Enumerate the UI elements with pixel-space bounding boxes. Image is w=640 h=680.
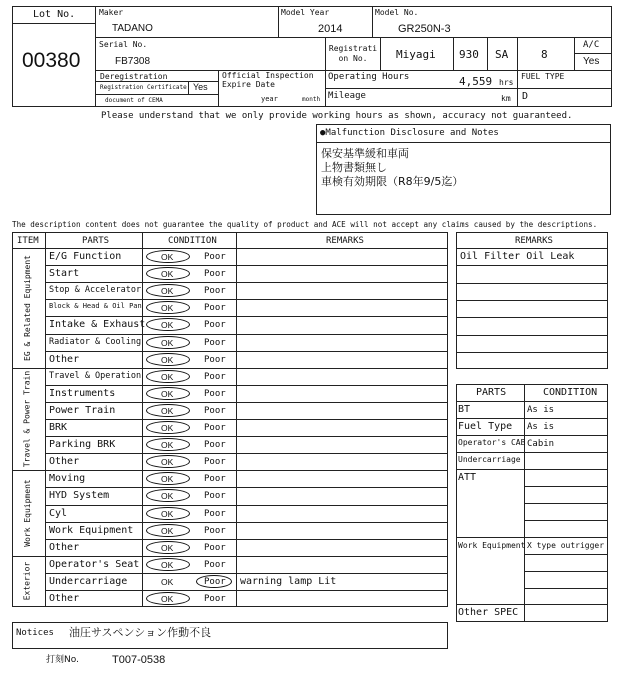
poor-option[interactable]: Poor — [204, 559, 226, 570]
selected-circle — [146, 558, 190, 571]
reg-num-value: 930 — [459, 48, 479, 61]
poor-option[interactable]: Poor — [204, 423, 226, 433]
group-label: Exterior — [22, 562, 32, 601]
hours-value: 4,559 — [459, 75, 493, 88]
part-label: Other — [49, 541, 80, 553]
poor-option[interactable]: Poor — [204, 405, 226, 416]
right-remarks-title: REMARKS — [515, 236, 553, 246]
ok-option[interactable]: OK — [161, 594, 174, 604]
selected-circle — [146, 507, 190, 520]
right-part-label: Other SPEC — [458, 607, 519, 618]
ok-option[interactable]: OK — [161, 474, 174, 485]
poor-option[interactable]: Poor — [204, 337, 226, 348]
ok-option[interactable]: OK — [161, 371, 174, 382]
poor-option[interactable]: Poor — [204, 286, 226, 297]
month-label: month — [302, 96, 321, 103]
malfunction-title: ●Malfunction Disclosure and Notes — [320, 128, 499, 138]
malfunction-line: 上物書類無し — [321, 161, 387, 174]
model-no-label: Model No. — [375, 8, 419, 17]
reg-cert-label: Registration Certificate — [100, 84, 187, 91]
selected-circle — [146, 438, 190, 451]
ok-option[interactable]: OK — [161, 508, 174, 519]
model-no-value: GR250N-3 — [398, 23, 451, 35]
part-label: Moving — [49, 473, 86, 485]
ok-option[interactable]: OK — [161, 303, 174, 314]
remark-text: warning lamp Lit — [240, 575, 337, 587]
registration-label: Registrati on No. — [328, 44, 378, 63]
mileage-unit: km — [501, 94, 511, 103]
part-label: Radiator & Cooling — [49, 336, 142, 347]
reg-place-value: Miyagi — [396, 48, 436, 61]
right-condition-header: CONDITION — [543, 387, 598, 398]
ok-option[interactable]: OK — [161, 576, 174, 587]
part-label: Instruments — [49, 387, 116, 399]
poor-option[interactable]: Poor — [204, 491, 226, 502]
poor-option[interactable]: Poor — [204, 320, 226, 331]
lot-label: Lot No. — [33, 9, 76, 20]
ok-option[interactable]: OK — [161, 252, 174, 262]
ac-label: A/C — [583, 40, 600, 50]
part-label: HYD System — [49, 490, 110, 502]
part-label: Power Train — [49, 404, 116, 416]
model-year-value: 2014 — [318, 23, 343, 35]
selected-circle — [146, 336, 190, 349]
part-label: Stop & Accelerator — [49, 285, 142, 296]
right-part-label: BT — [458, 404, 471, 415]
ok-option[interactable]: OK — [161, 286, 174, 297]
part-label: Work Equipment — [49, 524, 134, 536]
selected-circle — [146, 524, 190, 537]
col-item-header: ITEM — [17, 236, 39, 246]
right-parts-header: PARTS — [476, 387, 507, 398]
poor-option[interactable]: Poor — [204, 594, 226, 604]
ok-option[interactable]: OK — [161, 423, 174, 433]
inspection-label: Official Inspection Expire Date — [222, 71, 314, 89]
malfunction-line: 保安基準緩和車両 — [321, 147, 409, 160]
ok-option[interactable]: OK — [161, 269, 174, 280]
selected-circle — [146, 267, 190, 280]
stamp-value: T007-0538 — [112, 654, 166, 666]
part-label: BRK — [49, 422, 68, 433]
selected-circle — [146, 387, 190, 400]
poor-option[interactable]: Poor — [204, 388, 226, 399]
part-label: Other — [49, 593, 80, 604]
selected-circle — [146, 404, 190, 417]
hours-unit: hrs — [499, 78, 514, 87]
selected-circle — [146, 370, 190, 383]
right-part-label: Fuel Type — [458, 421, 513, 432]
part-label: Intake & Exhaust — [49, 319, 146, 331]
poor-option[interactable]: Poor — [204, 440, 226, 451]
ok-option[interactable]: OK — [161, 542, 174, 553]
poor-option[interactable]: Poor — [204, 354, 226, 365]
part-label: Parking BRK — [49, 439, 116, 451]
right-part-label: Operator's CAB — [458, 438, 526, 447]
ok-option[interactable]: OK — [161, 525, 174, 536]
mileage-label: Mileage — [328, 91, 366, 101]
ok-option[interactable]: OK — [161, 457, 174, 468]
part-label: Block & Head & Oil Pan — [49, 302, 142, 311]
hours-label: Operating Hours — [328, 72, 410, 82]
selected-circle — [196, 575, 232, 588]
selected-circle — [146, 353, 190, 366]
hours-notice: Please understand that we only provide working hours as shown, accuracy not guaranteed. — [101, 111, 573, 121]
selected-circle — [146, 592, 190, 605]
right-part-condition: As is — [527, 405, 555, 415]
poor-option[interactable]: Poor — [204, 542, 226, 553]
year-label: year — [261, 95, 278, 103]
poor-option[interactable]: Poor — [204, 371, 226, 382]
fuel-type-label: FUEL TYPE — [521, 72, 565, 81]
model-year-label: Model Year — [281, 8, 330, 17]
part-label: Operator's Seat — [49, 558, 140, 570]
ok-option[interactable]: OK — [161, 491, 174, 502]
right-remark-line: Oil Filter Oil Leak — [460, 251, 575, 262]
poor-option[interactable]: Poor — [204, 525, 226, 536]
ok-option[interactable]: OK — [161, 388, 174, 399]
right-part-label: ATT — [458, 472, 477, 483]
poor-option[interactable]: Poor — [204, 457, 226, 468]
ok-option[interactable]: OK — [161, 354, 174, 365]
part-label: Start — [49, 268, 80, 280]
ok-option[interactable]: OK — [161, 320, 174, 331]
col-condition-header: CONDITION — [168, 236, 217, 246]
stamp-label: 打刻No. — [46, 655, 79, 665]
right-part-label: Undercarriage — [458, 455, 521, 464]
serial-value: FB7308 — [115, 56, 151, 67]
notices-label: Notices — [16, 628, 54, 638]
col-remarks-header: REMARKS — [326, 236, 364, 246]
disclaimer-text: The description content does not guarantee the quality of product and ACE will not accept any claims caused by the descriptions. — [12, 220, 598, 229]
group-label: Travel & Power Train — [22, 370, 32, 468]
ok-option[interactable]: OK — [161, 440, 174, 451]
poor-option[interactable]: Poor — [204, 303, 226, 314]
poor-option[interactable]: Poor — [204, 269, 226, 280]
part-label: Undercarriage — [49, 575, 128, 587]
ok-option[interactable]: OK — [161, 405, 174, 416]
selected-circle — [146, 250, 190, 263]
cema-label: document of CEMA — [105, 97, 163, 104]
dereg-label: Deregistration — [100, 72, 168, 81]
notices-text: 油圧サスペンション作動不良 — [69, 626, 212, 639]
right-part-condition: Cabin — [527, 439, 555, 449]
part-label: E/G Function — [49, 251, 122, 262]
right-part-label: Work Equipment — [458, 541, 526, 550]
part-label: Cyl — [49, 507, 68, 519]
reg-class-value: SA — [495, 48, 509, 61]
selected-circle — [146, 421, 190, 434]
poor-option[interactable]: Poor — [204, 252, 226, 262]
ok-option[interactable]: OK — [161, 337, 174, 348]
ok-option[interactable]: OK — [161, 559, 174, 570]
ac-value: Yes — [583, 56, 600, 67]
part-label: Other — [49, 353, 80, 365]
group-label: EG & Related Equipment — [22, 254, 32, 361]
part-label: Other — [49, 456, 80, 468]
maker-value: TADANO — [112, 23, 153, 34]
poor-option[interactable]: Poor — [204, 576, 226, 587]
part-label: Travel & Operation — [49, 370, 142, 381]
lot-number: 00380 — [22, 49, 81, 72]
malfunction-line: 車検有効期限（R8年9/5迄） — [321, 175, 464, 188]
group-label: Work Equipment — [22, 479, 32, 547]
right-part-condition: X type outrigger — [527, 541, 605, 550]
col-parts-header: PARTS — [82, 236, 110, 246]
fuel-type-value: D — [522, 91, 529, 102]
selected-circle — [146, 541, 190, 554]
reg-cert-value: Yes — [193, 82, 208, 92]
reg-seq-value: 8 — [541, 48, 548, 61]
serial-label: Serial No. — [99, 40, 148, 49]
right-part-condition: As is — [527, 422, 555, 432]
poor-option[interactable]: Poor — [204, 474, 226, 485]
maker-label: Maker — [99, 8, 124, 17]
poor-option[interactable]: Poor — [204, 508, 226, 519]
